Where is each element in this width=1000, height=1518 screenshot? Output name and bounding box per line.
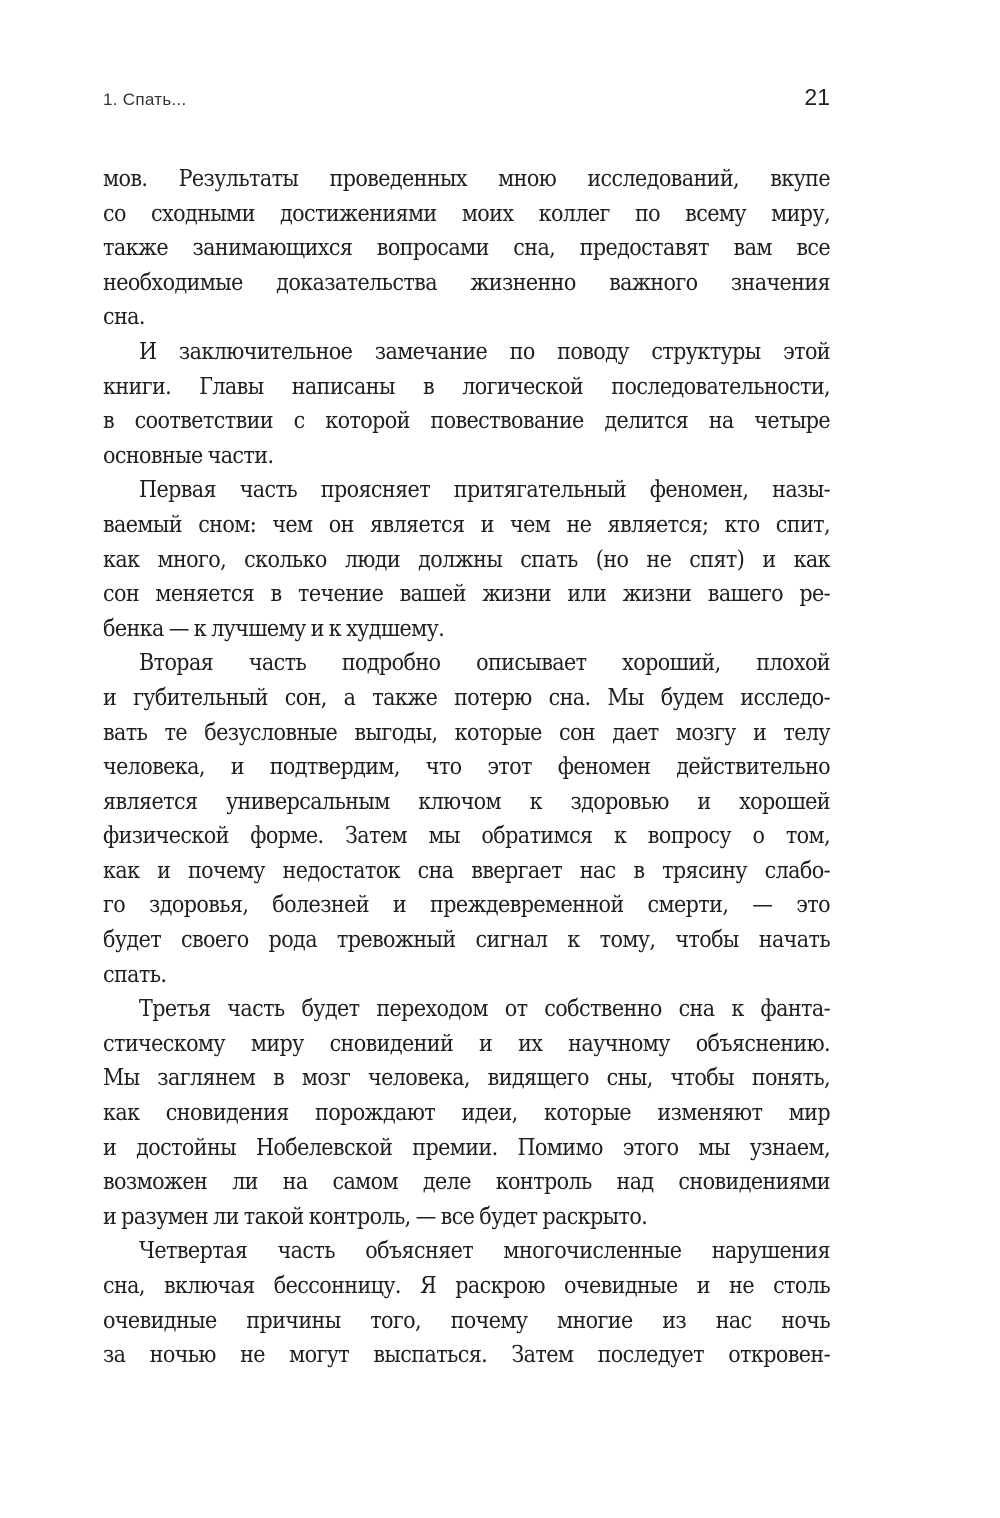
- text-line: Первая часть проясняет притягательный феномен, назы-: [139, 477, 830, 504]
- text-line: возможен ли на самом деле контроль над сновидениями: [103, 1169, 830, 1196]
- text-line: ваемый сном: чем он является и чем не является; кто спит,: [103, 511, 830, 538]
- text-line: вать те безусловные выгоды, которые сон дает мозгу и телу: [103, 719, 830, 746]
- text-line: стическому миру сновидений и их научному объяснению.: [103, 1030, 830, 1057]
- running-head: [103, 84, 830, 114]
- text-line: как много, сколько люди должны спать (но не спят) и как: [103, 546, 830, 573]
- text-line: сна, включая бессонницу. Я раскрою очевидные и не столь: [103, 1273, 830, 1299]
- text-line: Четвертая часть объясняет многочисленные нарушения: [139, 1238, 830, 1265]
- page-number: 21: [804, 84, 830, 110]
- text-line: как и почему недостаток сна ввергает нас в трясину слабо-: [103, 857, 830, 884]
- text-line: основные части.: [103, 442, 274, 469]
- text-line: необходимые доказательства жизненно важного значения: [103, 269, 830, 296]
- text-line: сна.: [103, 304, 145, 331]
- paragraph-1: [103, 162, 830, 335]
- paragraph-4: [103, 646, 830, 992]
- body-text: [103, 162, 830, 1373]
- text-line: в соответствии с которой повествование делится на четыре: [103, 408, 830, 435]
- text-line: очевидные причины того, почему многие из нас ночь: [103, 1307, 830, 1334]
- text-line: является универсальным ключом к здоровью и хорошей: [103, 788, 830, 815]
- text-line: мов. Результаты проведенных мною исследований, вкупе: [103, 166, 830, 192]
- text-line: книги. Главы написаны в логической последовательности,: [103, 373, 830, 400]
- text-line: Вторая часть подробно описывает хороший, плохой: [139, 650, 830, 677]
- text-line: как сновидения порождают идеи, которые изменяют мир: [103, 1100, 830, 1127]
- text-line: также занимающихся вопросами сна, предоставят вам все: [103, 235, 830, 262]
- text-line: человека, и подтвердим, что этот феномен действительно: [103, 754, 830, 781]
- chapter-title: 1. Спать...: [103, 90, 187, 109]
- text-line: за ночью не могут выспаться. Затем последует откровен-: [103, 1342, 830, 1369]
- text-line: и достойны Нобелевской премии. Помимо этого мы узнаем,: [103, 1134, 830, 1161]
- paragraph-5: [103, 992, 830, 1234]
- text-line: бенка — к лучшему и к худшему.: [103, 615, 445, 642]
- text-line: Третья часть будет переходом от собственно сна к фанта-: [139, 996, 830, 1023]
- text-line: И заключительное замечание по поводу структуры этой: [139, 338, 830, 365]
- text-line: сон меняется в течение вашей жизни или жизни вашего ре-: [103, 581, 830, 608]
- text-line: физической форме. Затем мы обратимся к вопросу о том,: [103, 823, 830, 850]
- text-line: и разумен ли такой контроль, — все будет раскрыто.: [103, 1203, 648, 1230]
- paragraph-2: [103, 335, 830, 473]
- paragraph-3: [103, 473, 830, 646]
- text-line: со сходными достижениями моих коллег по всему миру,: [103, 200, 830, 227]
- text-line: го здоровья, болезней и преждевременной смерти, — это: [103, 892, 830, 919]
- text-line: Мы заглянем в мозг человека, видящего сны, чтобы понять,: [103, 1065, 830, 1092]
- text-line: будет своего рода тревожный сигнал к тому, чтобы начать: [103, 927, 830, 954]
- text-line: спать.: [103, 961, 167, 988]
- text-line: и губительный сон, а также потерю сна. Мы будем исследо-: [103, 684, 830, 711]
- paragraph-6: [103, 1234, 830, 1372]
